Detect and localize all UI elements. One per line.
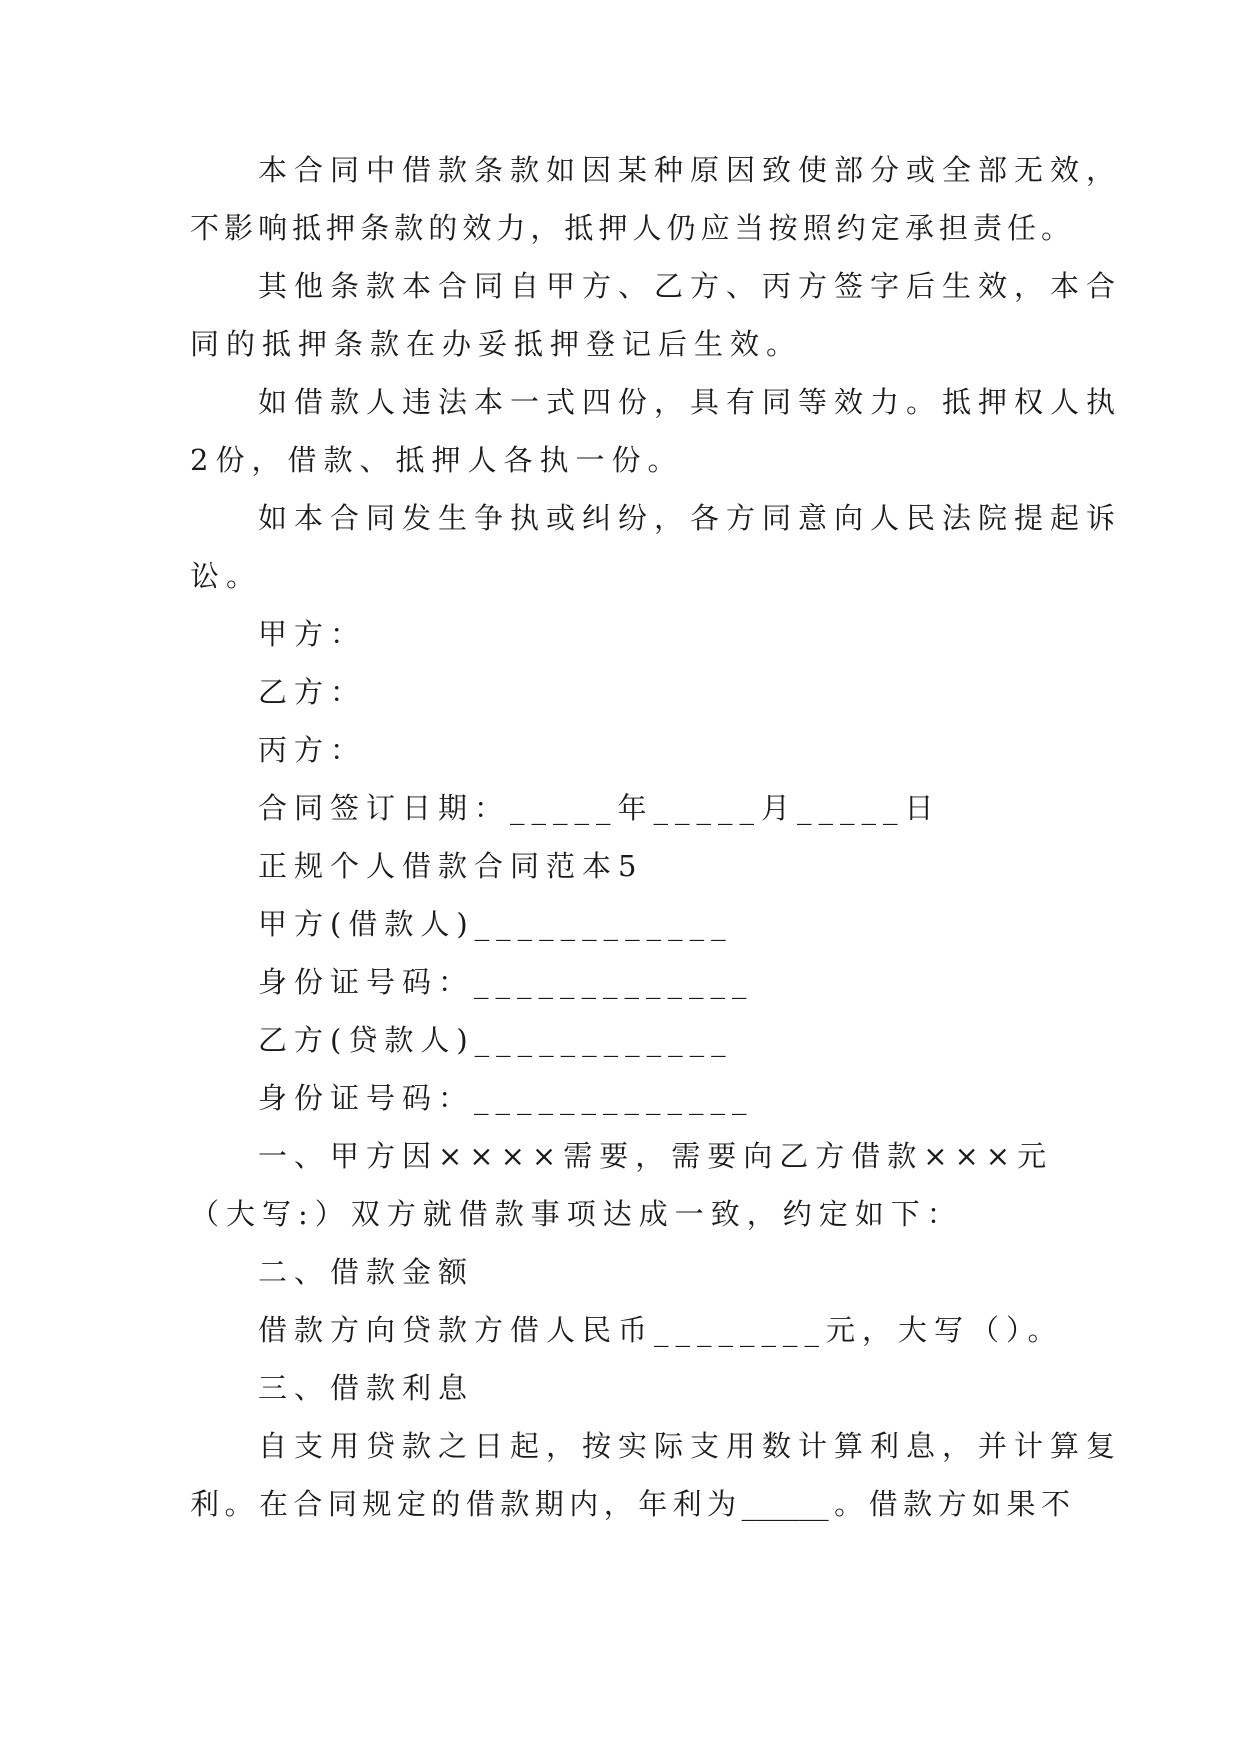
signature-party-c: 丙方： — [258, 733, 367, 767]
id-number-field: 身份证号码：_____________ — [258, 965, 754, 999]
clause-heading: 二、借款金额 — [258, 1255, 475, 1289]
paragraph-line: 本合同中借款条款如因某种原因致使部分或全部无效， — [258, 153, 1123, 187]
section-title: 正规个人借款合同范本5 — [258, 849, 644, 883]
paragraph-line: 一、甲方因××××需要，需要向乙方借款×××元 — [258, 1139, 1054, 1173]
clause-heading: 三、借款利息 — [258, 1371, 475, 1405]
id-number-field: 身份证号码：_____________ — [258, 1081, 754, 1115]
paragraph-line: 利。在合同规定的借款期内，年利为______。借款方如果不 — [190, 1487, 1070, 1521]
paragraph-line: 不影响抵押条款的效力，抵押人仍应当按照约定承担责任。 — [190, 211, 1070, 245]
signing-date: 合同签订日期：_____年_____月_____日 — [258, 791, 941, 825]
signature-party-a: 甲方： — [258, 617, 367, 651]
signature-party-b: 乙方： — [258, 675, 367, 709]
paragraph-line: 自支用贷款之日起，按实际支用数计算利息，并计算复 — [258, 1429, 1123, 1463]
paragraph-line: 如本合同发生争执或纠纷，各方同意向人民法院提起诉 — [258, 501, 1123, 535]
lender-field: 乙方(贷款人)____________ — [258, 1023, 733, 1057]
paragraph-line: 同的抵押条款在办妥抵押登记后生效。 — [190, 327, 803, 361]
paragraph-line: 2份，借款、抵押人各执一份。 — [190, 443, 684, 477]
paragraph-line: （大写:）双方就借款事项达成一致，约定如下： — [190, 1197, 963, 1231]
paragraph-line: 借款方向贷款方借人民币________元，大写（）。 — [258, 1313, 1064, 1347]
paragraph-line: 其他条款本合同自甲方、乙方、丙方签字后生效，本合 — [258, 269, 1123, 303]
paragraph-line: 如借款人违法本一式四份，具有同等效力。抵押权人执 — [258, 385, 1123, 419]
borrower-field: 甲方(借款人)____________ — [258, 907, 733, 941]
paragraph-line: 讼。 — [190, 559, 263, 593]
